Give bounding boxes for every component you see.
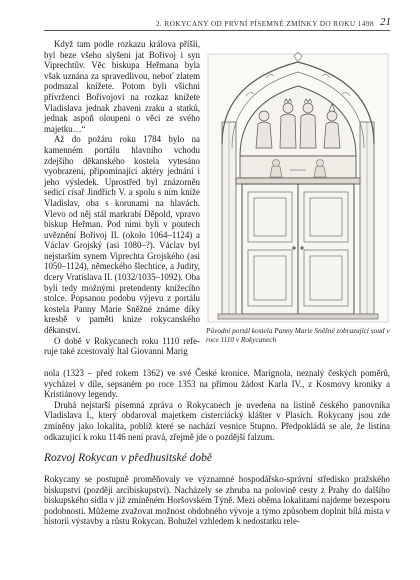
section-heading: Rozvoj Rokycan v předhusitské době bbox=[44, 452, 212, 464]
paragraph: Druhá nejstarší písemná zpráva o Rokycanech je uvedena na listině českého panovníka Vladislava I., který obdaroval majetkem cisterciácký klášter v Plasích. Rokycany jsou zde zmíněny jako lokalita, poblíž které se nachází vesnice Stupno. Předpokládá se ale, že listina odkazující k roku 1146 není pravá, zřejmě jde o pozdější falzum. bbox=[44, 399, 390, 442]
paragraph: nola (1323 – před rokem 1362) ve své České kronice. Marignola, neznalý českých poměrů, vycházel v díle, sepsaném po roce 1353 na přímou žádost Karla IV., z Kosmovy kroniky a Kristiánovy legendy. bbox=[44, 368, 390, 400]
figure bbox=[206, 52, 390, 360]
left-column bbox=[44, 39, 200, 357]
page-number: 21 bbox=[380, 16, 391, 28]
paragraph: Až do požáru roku 1784 bylo na kamenném portálu hlavního vchodu zdejšího děkanského kostela vytesáno vyobrazení, připomínající aktéry jednání i jeho výsledek. Uprostřed byl znázorněn sedící císař Jindřich V. a spolu s ním kníže Vladislav, oba s korunami na hlavách. Vlevo od něj stál markrabí Děpold, vpravo biskup Heřman. Pod nimi byli v poutech uvěznění Bořivoj II. (okolo 1064–1124) a Václav Grojský (asi 1080–?). Václav byl nejstarším synem Viprechta Grojského (asi 1050–1124), německého šlechtice, a Judity, dcery Vratislava II. (1032/1035–1092). Oba byli tedy možnými pretendenty knížecího stolce. Popsanou podobu výjevu z portálu kostela Panny Marie Sněžné známe díky kresbě v paměti knize rokycanského děkanství. bbox=[44, 134, 200, 336]
body-text-continued bbox=[44, 368, 390, 442]
section-body bbox=[44, 474, 390, 527]
paragraph: O době v Rokycanech roku 1110 referuje také zcestovalý Ital Giovanni Marig bbox=[44, 335, 200, 357]
figure-caption: Původní portál kostela Panny Marie Sněžné zobrazující soud v roce 1110 v Rokycanech bbox=[206, 326, 390, 344]
running-head: 2. ROKYCANY OD PRVNÍ PÍSEMNÉ ZMÍNKY DO ROKU 1498 bbox=[155, 19, 374, 28]
paragraph: Rokycany se postupně proměňovaly ve významné hospodářsko-správní středisko pražského biskupství (později arcibiskupství). Nacházely se zhruba na polovině cesty z Prahy do dalšího biskupského sídla v již zmíněném Horšovském Týně. Mezi oběma lokalitami najdeme bezesporu podobnosti. Můžeme zvažovat možnost obdobného vývoje a týmo způsobem doplnit bílá místa v historii výstavby a růstu Rokycan. Bohužel vzhledem k nedostatku rele- bbox=[44, 474, 390, 527]
portal-drawing bbox=[206, 52, 390, 324]
header-rule bbox=[44, 30, 390, 31]
paragraph: Když tam podle rozkazu králova přišli, byl beze všeho slyšení jat Bořivoj i syn Viprechtův. Věc biskupa Heřmana byla však uznána za spravedlivou, neboť zlatem podmazal knížete. Potom byli všichni přívrženci Bořivojovi na rozkaz knížete Vladislava jednak zbaveni zraku a statků, jednak aspoň oloupeni o věci ze svého majetku…“ bbox=[44, 39, 200, 134]
